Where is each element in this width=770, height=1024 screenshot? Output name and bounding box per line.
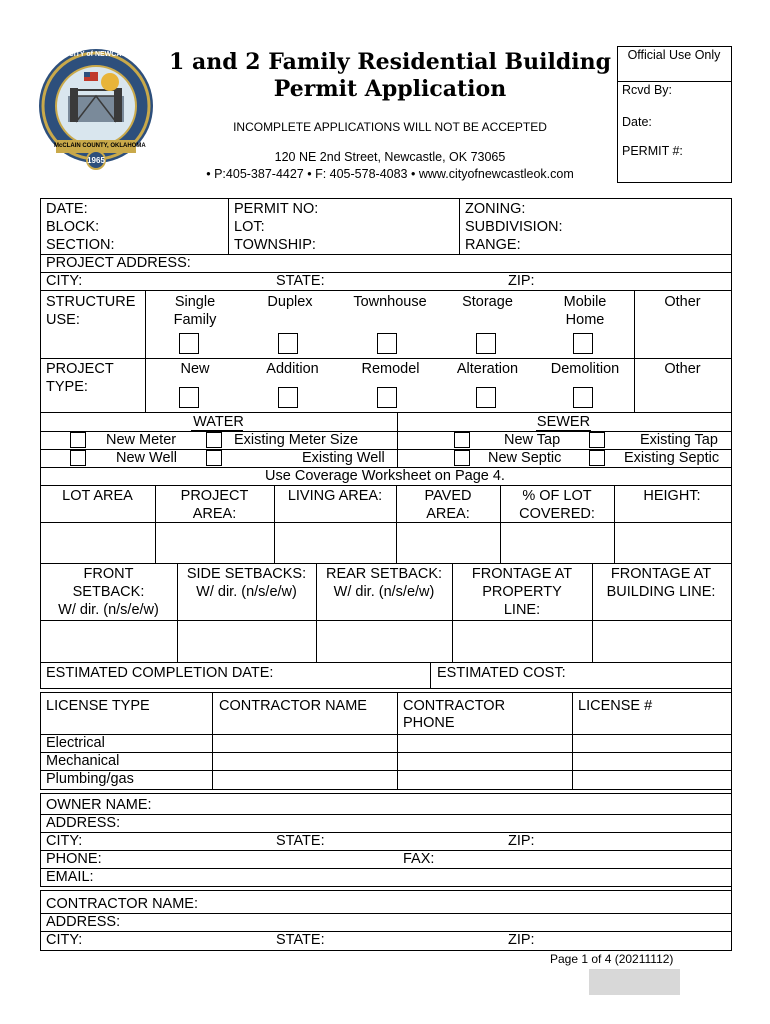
opt-type-other: Other (664, 361, 701, 377)
rcvd-by-label: Rcvd By: (622, 83, 673, 97)
frontage-property-input[interactable] (453, 621, 591, 661)
opt-addition: Addition (266, 361, 319, 377)
new-well-label: New Well (116, 450, 177, 466)
opt-townhouse: Townhouse (353, 294, 427, 310)
contractor-phone-header-2: PHONE (403, 715, 455, 731)
side-setback-input[interactable] (178, 621, 315, 661)
section-divider (40, 886, 731, 891)
lot-area-input[interactable] (41, 523, 154, 562)
checkbox-new-meter[interactable] (70, 432, 86, 448)
checkbox-townhouse[interactable] (377, 333, 397, 354)
height-input[interactable] (615, 523, 729, 562)
section-divider (40, 789, 731, 794)
frontage-property-label-1: FRONTAGE AT (471, 566, 573, 582)
paved-area-label-1: PAVED (424, 488, 472, 504)
front-setback-label-2: SETBACK: (72, 584, 145, 600)
front-setback-input[interactable] (41, 621, 176, 661)
front-setback-label-1: FRONT (83, 566, 134, 582)
seal-county: McCLAIN COUNTY, OKLAHOMA (54, 143, 146, 149)
opt-alteration: Alteration (456, 361, 519, 377)
owner-city-field[interactable]: CITY: (46, 833, 83, 849)
estimated-cost-field[interactable]: ESTIMATED COST: (437, 665, 566, 681)
living-area-label: LIVING AREA: (287, 488, 383, 504)
permit-no-field[interactable]: PERMIT NO: (234, 201, 319, 217)
checkbox-existing-well[interactable] (206, 450, 222, 466)
height-label: HEIGHT: (643, 488, 701, 504)
seal-city-name: THE CITY of NEWCASTLE (52, 51, 140, 58)
license-row-mechanical: Mechanical (46, 753, 120, 769)
project-city-field[interactable]: CITY: (46, 273, 83, 289)
opt-new: New (180, 361, 210, 377)
opt-structure-other: Other (664, 294, 701, 310)
paved-area-label-2: AREA: (426, 506, 470, 522)
project-area-input[interactable] (156, 523, 273, 562)
license-number-header: LICENSE # (578, 698, 653, 714)
opt-storage: Storage (462, 294, 513, 310)
office-address: 120 NE 2nd Street, Newcastle, OK 73065 (274, 150, 506, 164)
pct-covered-input[interactable] (501, 523, 613, 562)
checkbox-new-septic[interactable] (454, 450, 470, 466)
project-address-field[interactable]: PROJECT ADDRESS: (46, 255, 191, 271)
frontage-building-label-1: FRONTAGE AT (610, 566, 712, 582)
project-area-label-2: AREA: (192, 506, 237, 522)
license-row-electrical: Electrical (46, 735, 105, 751)
license-row-plumbing: Plumbing/gas (46, 771, 134, 787)
frontage-property-label-2: PROPERTY (482, 584, 562, 600)
project-type-label-2: TYPE: (46, 379, 88, 395)
township-field[interactable]: TOWNSHIP: (234, 237, 316, 253)
project-zip-field[interactable]: ZIP: (508, 273, 535, 289)
rear-setback-input[interactable] (317, 621, 451, 661)
date-field[interactable]: DATE: (46, 201, 88, 217)
owner-state-field[interactable]: STATE: (276, 833, 325, 849)
owner-email-field[interactable]: EMAIL: (46, 869, 94, 885)
subdivision-field[interactable]: SUBDIVISION: (465, 219, 563, 235)
contractor-address-field[interactable]: ADDRESS: (46, 914, 121, 930)
zoning-field[interactable]: ZONING: (465, 201, 526, 217)
pct-covered-label-1: % OF LOT (522, 488, 592, 504)
block-field[interactable]: BLOCK: (46, 219, 100, 235)
checkbox-new-tap[interactable] (454, 432, 470, 448)
owner-fax-field[interactable]: FAX: (403, 851, 435, 867)
opt-demolition: Demolition (550, 361, 620, 377)
front-setback-label-3: W/ dir. (n/s/e/w) (58, 602, 159, 618)
opt-remodel: Remodel (361, 361, 420, 377)
owner-phone-field[interactable]: PHONE: (46, 851, 102, 867)
incomplete-warning: INCOMPLETE APPLICATIONS WILL NOT BE ACCEPTED (233, 120, 547, 134)
checkbox-new[interactable] (179, 387, 199, 408)
checkbox-storage[interactable] (476, 333, 496, 354)
section-field[interactable]: SECTION: (46, 237, 115, 253)
checkbox-alteration[interactable] (476, 387, 496, 408)
checkbox-demolition[interactable] (573, 387, 593, 408)
existing-septic-label: Existing Septic (624, 450, 720, 466)
checkbox-existing-meter[interactable] (206, 432, 222, 448)
opt-mobile-home-2: Home (565, 312, 605, 328)
side-setback-label-2: W/ dir. (n/s/e/w) (196, 584, 297, 600)
checkbox-remodel[interactable] (377, 387, 397, 408)
contractor-phone-header-1: CONTRACTOR (403, 698, 506, 714)
checkbox-new-well[interactable] (70, 450, 86, 466)
opt-single-family-2: Family (173, 312, 217, 328)
owner-address-field[interactable]: ADDRESS: (46, 815, 121, 831)
checkbox-single-family[interactable] (179, 333, 199, 354)
owner-zip-field[interactable]: ZIP: (508, 833, 535, 849)
frontage-building-input[interactable] (593, 621, 729, 661)
license-type-header: LICENSE TYPE (46, 698, 150, 714)
form-title-line1: 1 and 2 Family Residential Building (169, 49, 611, 75)
contractor-name-header: CONTRACTOR NAME (219, 698, 367, 714)
opt-mobile-home-1: Mobile (563, 294, 607, 310)
paved-area-input[interactable] (397, 523, 499, 562)
contractor-state-field[interactable]: STATE: (276, 932, 325, 948)
existing-meter-label: Existing Meter Size (234, 432, 359, 448)
opt-single-family-1: Single (174, 294, 216, 310)
seal-year: 1965 (87, 156, 105, 165)
living-area-input[interactable] (275, 523, 395, 562)
official-date-label: Date: (622, 115, 652, 129)
checkbox-existing-tap[interactable] (589, 432, 605, 448)
pct-covered-label-2: COVERED: (519, 506, 595, 522)
checkbox-mobile-home[interactable] (573, 333, 593, 354)
structure-use-label-2: USE: (46, 312, 80, 328)
new-tap-label: New Tap (504, 432, 561, 448)
section-divider (40, 688, 731, 693)
contractor-city-field[interactable]: CITY: (46, 932, 83, 948)
checkbox-addition[interactable] (278, 387, 298, 408)
existing-well-label: Existing Well (302, 450, 385, 466)
lot-field[interactable]: LOT: (234, 219, 265, 235)
office-contact: • P:405-387-4427 • F: 405-578-4083 • www.cityofnewcastleok.com (206, 167, 574, 181)
side-setback-label-1: SIDE SETBACKS: (186, 566, 307, 582)
project-state-field[interactable]: STATE: (276, 273, 325, 289)
water-heading: WATER (193, 414, 244, 430)
contractor-zip-field[interactable]: ZIP: (508, 932, 535, 948)
form-title-line2: Permit Application (273, 76, 507, 102)
official-permit-label: PERMIT #: (622, 144, 683, 158)
new-septic-label: New Septic (488, 450, 562, 466)
estimated-completion-field[interactable]: ESTIMATED COMPLETION DATE: (46, 665, 274, 681)
lot-area-label: LOT AREA (62, 488, 133, 504)
contractor-name-field[interactable]: CONTRACTOR NAME: (46, 896, 198, 912)
checkbox-duplex[interactable] (278, 333, 298, 354)
owner-name-field[interactable]: OWNER NAME: (46, 797, 152, 813)
coverage-worksheet-note: Use Coverage Worksheet on Page 4. (265, 468, 505, 484)
new-meter-label: New Meter (106, 432, 177, 448)
frontage-building-label-2: BUILDING LINE: (606, 584, 716, 600)
page-number: Page 1 of 4 (20211112) (550, 952, 674, 966)
city-seal-logo (36, 44, 156, 174)
checkbox-existing-septic[interactable] (589, 450, 605, 466)
rear-setback-label-2: W/ dir. (n/s/e/w) (333, 584, 435, 600)
opt-duplex: Duplex (267, 294, 313, 310)
sewer-heading: SEWER (536, 414, 591, 430)
rear-setback-label-1: REAR SETBACK: (325, 566, 443, 582)
project-area-label-1: PROJECT (180, 488, 249, 504)
project-type-label-1: PROJECT (46, 361, 114, 377)
frontage-property-label-3: LINE: (503, 602, 541, 618)
official-use-title: Official Use Only (627, 48, 721, 62)
range-field[interactable]: RANGE: (465, 237, 521, 253)
grey-footer-box (589, 969, 680, 995)
structure-use-label-1: STRUCTURE (46, 294, 136, 310)
existing-tap-label: Existing Tap (640, 432, 718, 448)
